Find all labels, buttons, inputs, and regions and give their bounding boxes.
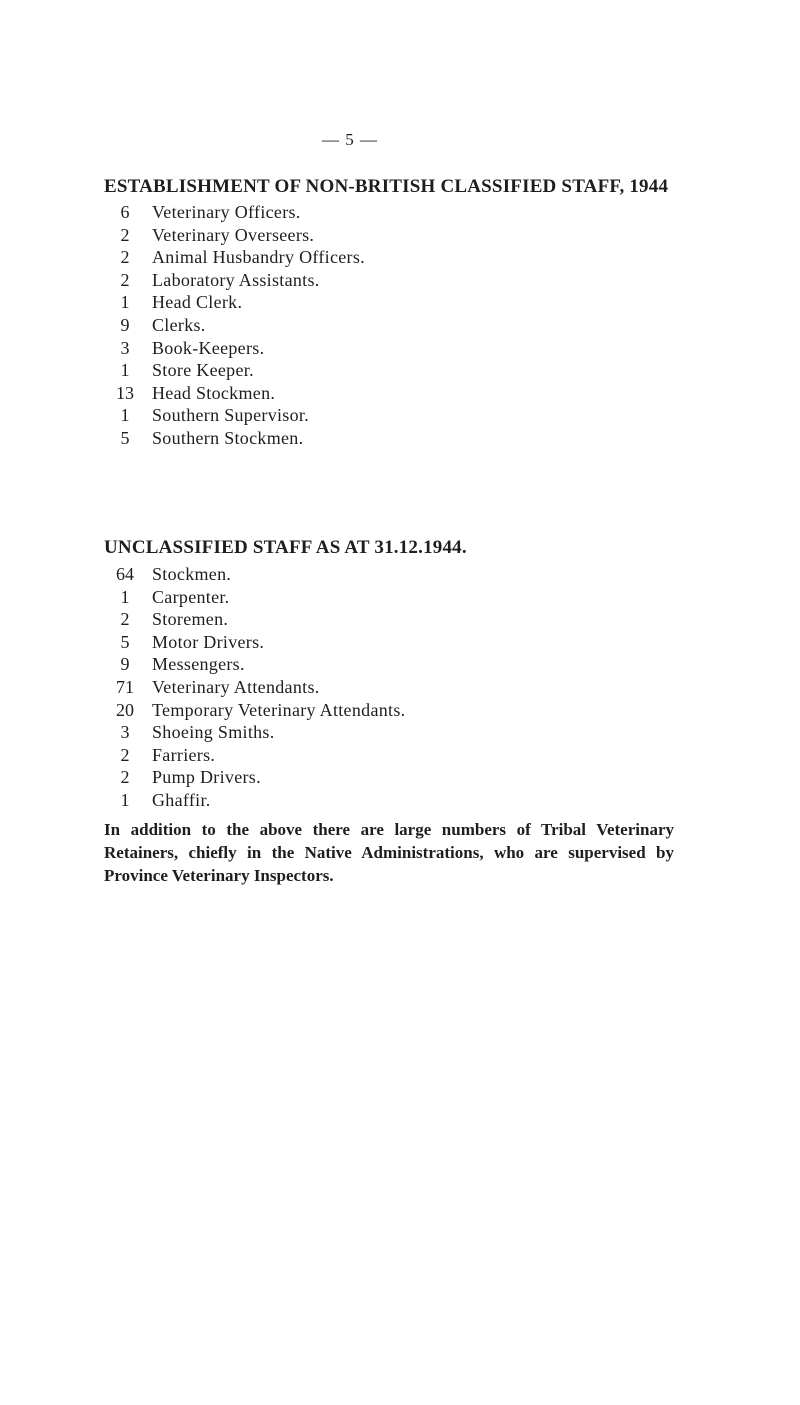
- staff-role: Clerks.: [152, 314, 206, 335]
- staff-role: Stockmen.: [152, 564, 232, 584]
- staff-row: [104, 338, 365, 361]
- staff-count: 2: [120, 767, 130, 788]
- staff-count: 64: [116, 564, 134, 584]
- staff-count: 2: [120, 744, 130, 765]
- staff-count: 1: [120, 789, 130, 810]
- staff-row: [104, 564, 405, 587]
- staff-role: Storemen.: [152, 609, 229, 630]
- staff-role: Farriers.: [152, 744, 216, 765]
- staff-row: [104, 677, 405, 700]
- staff-role: Ghaffir.: [152, 789, 211, 810]
- staff-role: Temporary Veterinary Attendants.: [152, 699, 406, 720]
- staff-role: Laboratory Assistants.: [152, 269, 320, 290]
- staff-row: [104, 587, 405, 610]
- staff-role: Motor Drivers.: [152, 631, 265, 652]
- staff-count: 3: [120, 722, 130, 743]
- staff-row: [104, 247, 365, 270]
- staff-count: 2: [120, 224, 130, 245]
- staff-role: Book-Keepers.: [152, 337, 265, 358]
- unclassified-staff-list: [104, 564, 405, 813]
- staff-row: [104, 767, 405, 790]
- staff-count: 3: [120, 337, 130, 358]
- staff-role: Southern Stockmen.: [152, 427, 304, 448]
- page-number: — 5 —: [322, 130, 378, 149]
- staff-row: [104, 745, 405, 768]
- staff-row: [104, 315, 365, 338]
- staff-row: [104, 292, 365, 315]
- staff-count: 2: [120, 609, 130, 630]
- classified-staff-heading: ESTABLISHMENT OF NON-BRITISH CLASSIFIED STAFF, 1944: [104, 176, 669, 197]
- staff-count: 20: [116, 699, 134, 720]
- staff-count: 13: [116, 382, 134, 403]
- staff-role: Messengers.: [152, 654, 245, 675]
- staff-row: [104, 722, 405, 745]
- staff-role: Pump Drivers.: [152, 767, 261, 788]
- staff-row: [104, 428, 365, 451]
- staff-count: 1: [120, 292, 130, 313]
- staff-role: Animal Husbandry Officers.: [152, 247, 365, 268]
- staff-row: [104, 202, 365, 225]
- staff-row: [104, 609, 405, 632]
- unclassified-staff-heading: UNCLASSIFIED STAFF AS AT 31.12.1944.: [104, 537, 467, 558]
- staff-row: [104, 383, 365, 406]
- staff-row: [104, 225, 365, 248]
- staff-count: 6: [120, 202, 130, 222]
- retainers-note: In addition to the above there are large numbers of Tribal Veterinary Retainers, chiefly in the Native Administrations, who are supervised by Province Veterinary Inspectors.: [104, 820, 674, 885]
- staff-role: Store Keeper.: [152, 360, 254, 381]
- staff-row: [104, 700, 405, 723]
- staff-row: [104, 360, 365, 383]
- staff-role: Veterinary Attendants.: [152, 676, 320, 697]
- staff-row: [104, 790, 405, 813]
- staff-role: Veterinary Officers.: [152, 202, 301, 222]
- staff-count: 1: [120, 405, 130, 426]
- classified-staff-list: [104, 202, 365, 451]
- staff-row: [104, 405, 365, 428]
- staff-role: Shoeing Smiths.: [152, 722, 275, 743]
- staff-row: [104, 632, 405, 655]
- staff-count: 5: [120, 427, 130, 448]
- staff-count: 71: [116, 676, 134, 697]
- staff-count: 1: [120, 360, 130, 381]
- staff-count: 1: [120, 586, 130, 607]
- staff-row: [104, 270, 365, 293]
- staff-count: 9: [120, 654, 130, 675]
- staff-role: Head Stockmen.: [152, 382, 276, 403]
- staff-role: Southern Supervisor.: [152, 405, 309, 426]
- staff-role: Head Clerk.: [152, 292, 243, 313]
- staff-role: Carpenter.: [152, 586, 230, 607]
- staff-count: 2: [120, 269, 130, 290]
- staff-role: Veterinary Overseers.: [152, 224, 315, 245]
- staff-count: 9: [120, 314, 130, 335]
- staff-count: 2: [120, 247, 130, 268]
- staff-count: 5: [120, 631, 130, 652]
- staff-row: [104, 654, 405, 677]
